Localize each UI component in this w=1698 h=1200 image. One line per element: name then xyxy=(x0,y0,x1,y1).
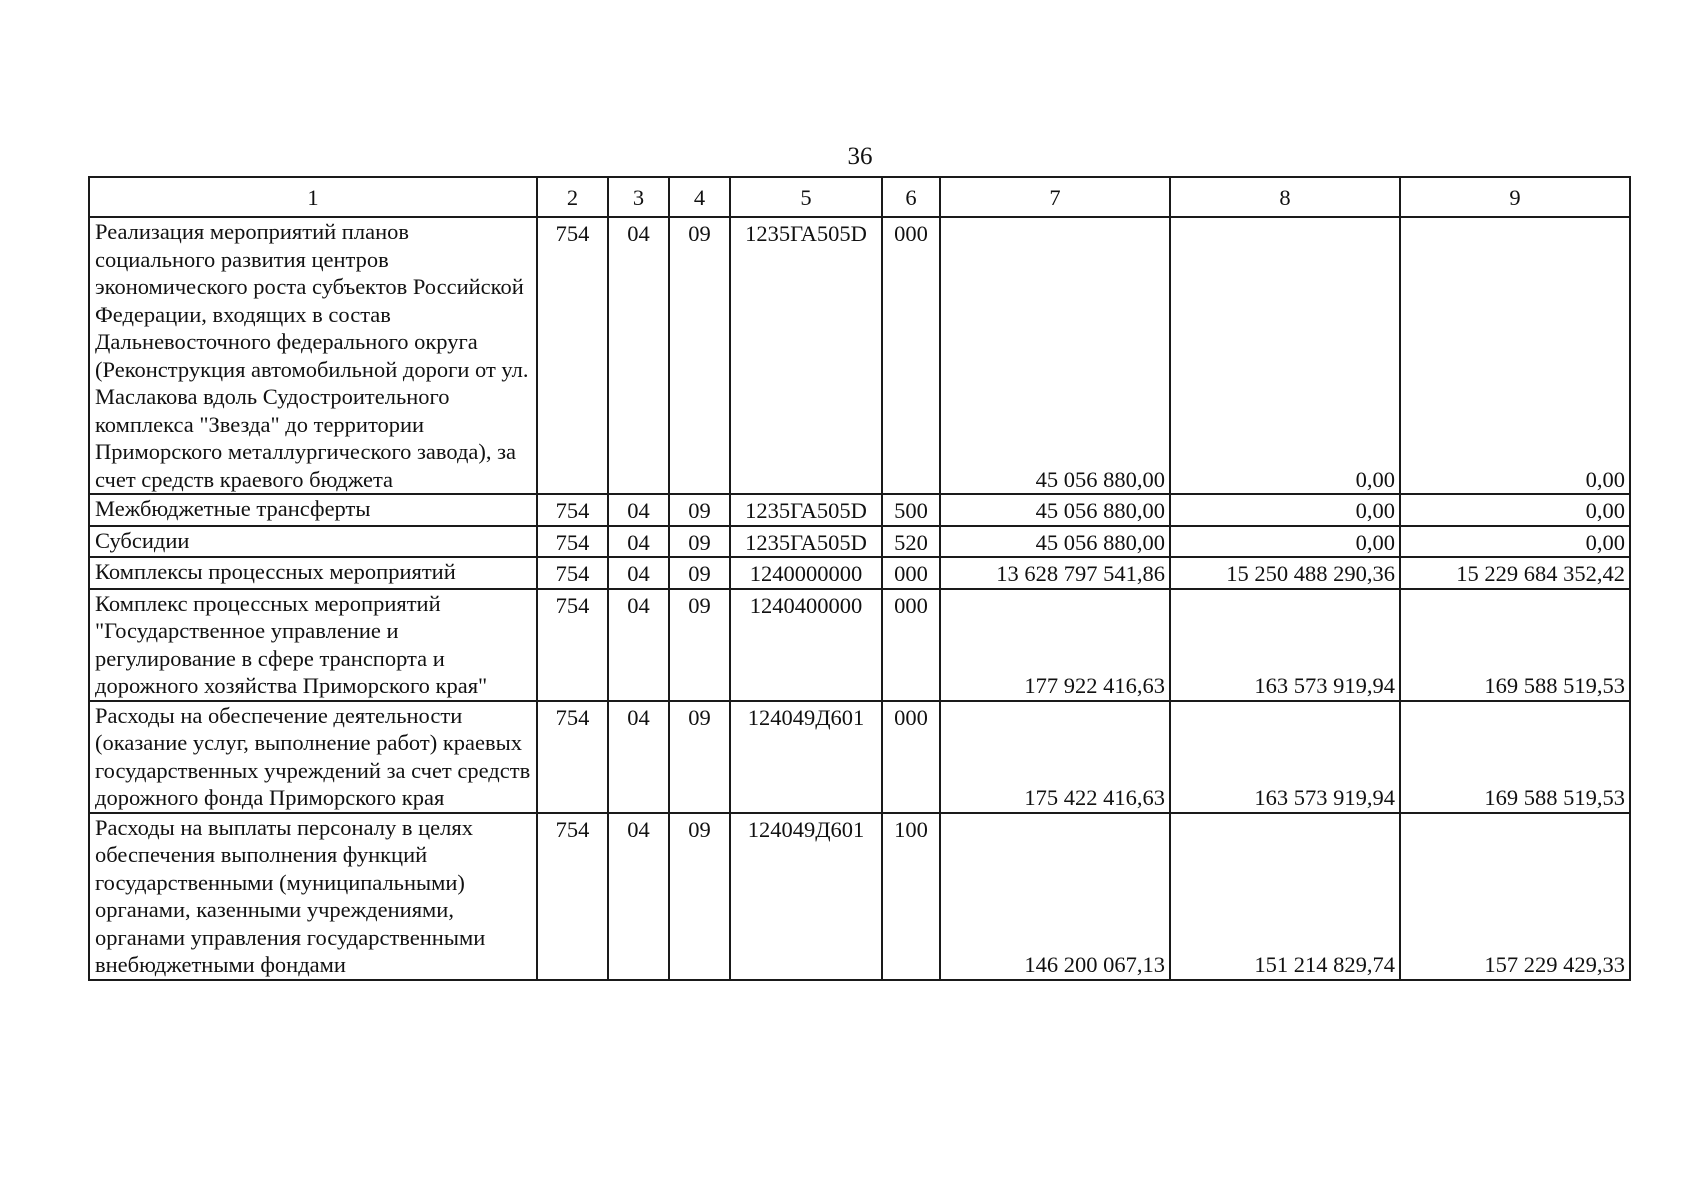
subsection-code: 09 xyxy=(669,701,730,813)
table-row xyxy=(89,217,1630,494)
amount-col8: 0,00 xyxy=(1170,217,1400,494)
row-name: Расходы на обеспечение деятельности (оказание услуг, выполнение работ) краевых государственных учреждений за счет средств дорожного фонда Приморского края xyxy=(89,701,537,813)
row-name: Реализация мероприятий планов социального развития центров экономического роста субъектов Российской Федерации, входящих в состав Дальневосточного федерального округа (Реконструкция автомобильной дороги от ул. Маслакова вдоль Судостроительного комплекса "Звезда" до территории Приморского металлургического завода), за счет средств краевого бюджета xyxy=(89,217,537,494)
amount-col9: 169 588 519,53 xyxy=(1400,701,1630,813)
subsection-code: 09 xyxy=(669,557,730,589)
column-header: 7 xyxy=(940,177,1170,217)
column-header: 1 xyxy=(89,177,537,217)
row-name: Расходы на выплаты персоналу в целях обеспечения выполнения функций государственными (муниципальными) органами, казенными учреждениями, органами управления государственными внебюджетными фондами xyxy=(89,813,537,980)
target-code: 124049Д601 xyxy=(730,813,882,980)
target-code: 1240000000 xyxy=(730,557,882,589)
column-header: 4 xyxy=(669,177,730,217)
section-code: 04 xyxy=(608,589,669,701)
column-header: 8 xyxy=(1170,177,1400,217)
admin-code: 754 xyxy=(537,526,608,558)
subsection-code: 09 xyxy=(669,589,730,701)
column-header: 2 xyxy=(537,177,608,217)
amount-col7: 146 200 067,13 xyxy=(940,813,1170,980)
column-header: 5 xyxy=(730,177,882,217)
subsection-code: 09 xyxy=(669,217,730,494)
row-name: Комплекс процессных мероприятий "Государственное управление и регулирование в сфере транспорта и дорожного хозяйства Приморского края" xyxy=(89,589,537,701)
target-code: 1240400000 xyxy=(730,589,882,701)
amount-col9: 0,00 xyxy=(1400,217,1630,494)
table-row xyxy=(89,813,1630,980)
amount-col8: 163 573 919,94 xyxy=(1170,701,1400,813)
admin-code: 754 xyxy=(537,701,608,813)
amount-col9: 0,00 xyxy=(1400,494,1630,526)
row-name: Межбюджетные трансферты xyxy=(89,494,537,526)
admin-code: 754 xyxy=(537,557,608,589)
amount-col9: 15 229 684 352,42 xyxy=(1400,557,1630,589)
section-code: 04 xyxy=(608,813,669,980)
amount-col8: 163 573 919,94 xyxy=(1170,589,1400,701)
amount-col7: 45 056 880,00 xyxy=(940,217,1170,494)
target-code: 1235ГА505D xyxy=(730,217,882,494)
column-header: 9 xyxy=(1400,177,1630,217)
expense-type-code: 000 xyxy=(882,557,940,589)
expense-type-code: 000 xyxy=(882,701,940,813)
table-header-row xyxy=(89,177,1630,217)
column-header: 3 xyxy=(608,177,669,217)
section-code: 04 xyxy=(608,557,669,589)
amount-col8: 15 250 488 290,36 xyxy=(1170,557,1400,589)
subsection-code: 09 xyxy=(669,494,730,526)
subsection-code: 09 xyxy=(669,526,730,558)
expense-type-code: 000 xyxy=(882,217,940,494)
admin-code: 754 xyxy=(537,589,608,701)
admin-code: 754 xyxy=(537,217,608,494)
table-row xyxy=(89,526,1630,558)
expense-type-code: 100 xyxy=(882,813,940,980)
amount-col9: 169 588 519,53 xyxy=(1400,589,1630,701)
row-name: Субсидии xyxy=(89,526,537,558)
amount-col7: 13 628 797 541,86 xyxy=(940,557,1170,589)
amount-col7: 45 056 880,00 xyxy=(940,526,1170,558)
section-code: 04 xyxy=(608,701,669,813)
expense-type-code: 000 xyxy=(882,589,940,701)
expense-type-code: 520 xyxy=(882,526,940,558)
page-number: 36 xyxy=(847,143,873,170)
subsection-code: 09 xyxy=(669,813,730,980)
budget-table xyxy=(88,176,1631,981)
target-code: 1235ГА505D xyxy=(730,526,882,558)
section-code: 04 xyxy=(608,217,669,494)
target-code: 124049Д601 xyxy=(730,701,882,813)
amount-col7: 45 056 880,00 xyxy=(940,494,1170,526)
table-row xyxy=(89,701,1630,813)
amount-col8: 151 214 829,74 xyxy=(1170,813,1400,980)
expense-type-code: 500 xyxy=(882,494,940,526)
amount-col9: 157 229 429,33 xyxy=(1400,813,1630,980)
amount-col8: 0,00 xyxy=(1170,494,1400,526)
amount-col7: 177 922 416,63 xyxy=(940,589,1170,701)
column-header: 6 xyxy=(882,177,940,217)
amount-col8: 0,00 xyxy=(1170,526,1400,558)
amount-col7: 175 422 416,63 xyxy=(940,701,1170,813)
table-row xyxy=(89,589,1630,701)
target-code: 1235ГА505D xyxy=(730,494,882,526)
section-code: 04 xyxy=(608,494,669,526)
section-code: 04 xyxy=(608,526,669,558)
admin-code: 754 xyxy=(537,813,608,980)
admin-code: 754 xyxy=(537,494,608,526)
row-name: Комплексы процессных мероприятий xyxy=(89,557,537,589)
table-row xyxy=(89,494,1630,526)
amount-col9: 0,00 xyxy=(1400,526,1630,558)
table-row xyxy=(89,557,1630,589)
